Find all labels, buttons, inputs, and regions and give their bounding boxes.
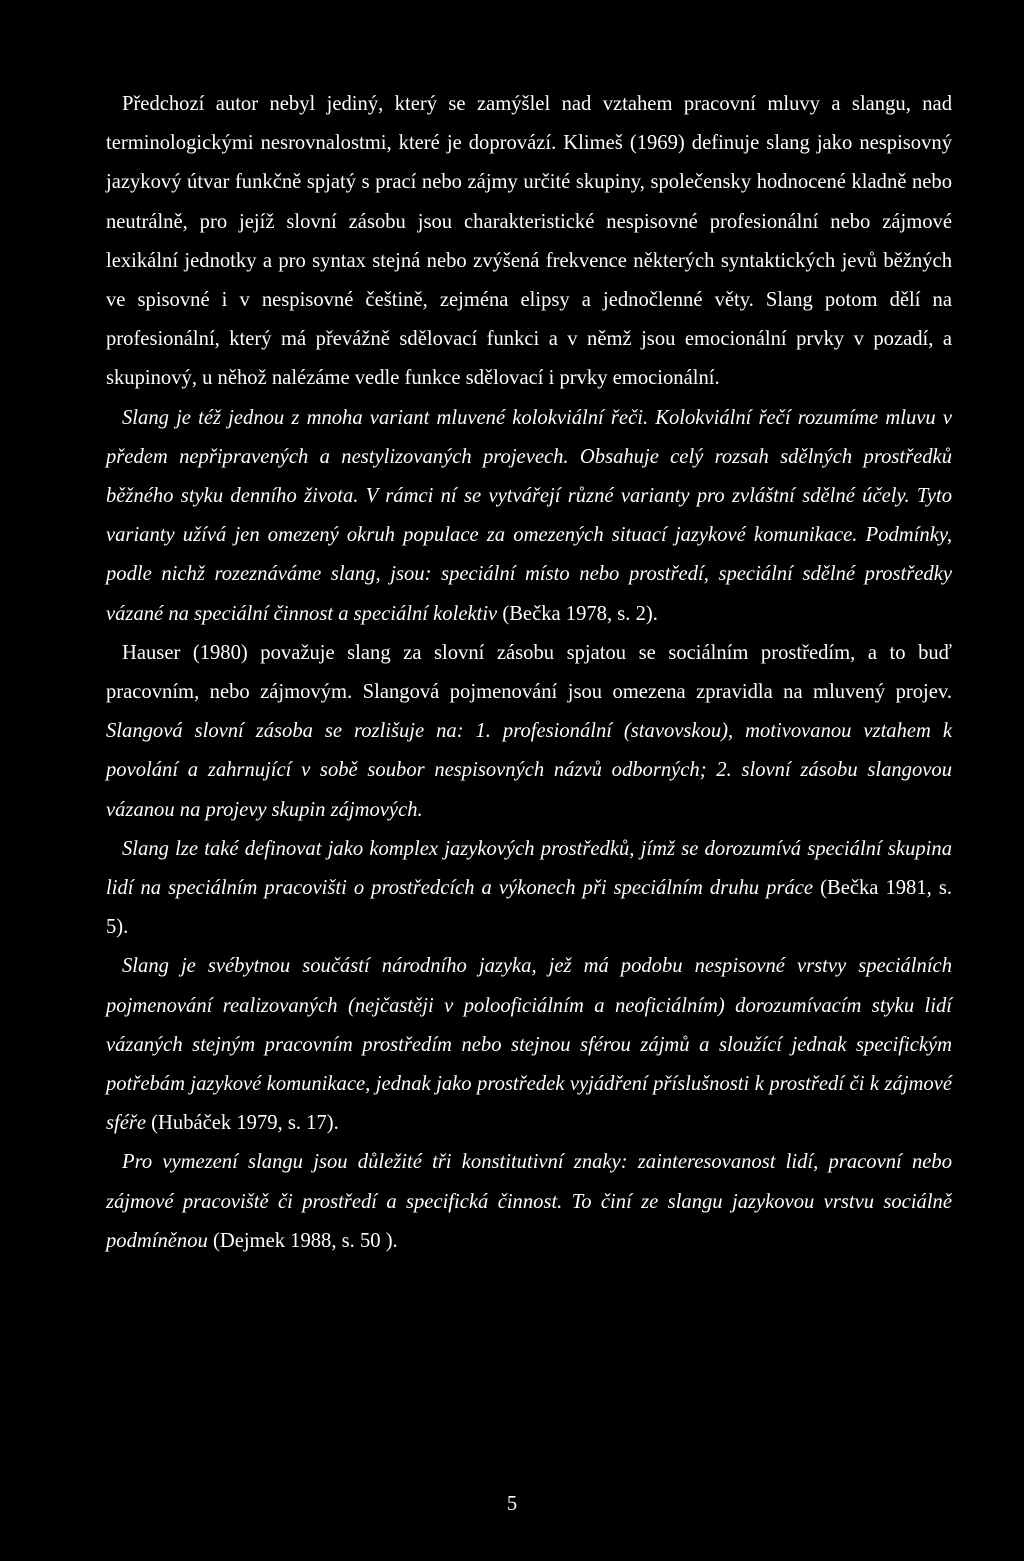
paragraph: [106, 1143, 952, 1261]
paragraph: [106, 830, 952, 948]
page-number: 5: [506, 1493, 518, 1515]
italic-run: Slang je svébytnou součástí národního jazyka, jež má podobu nespisovné vrstvy speciálních pojmenování realizovaných (nejčastěji v polooficiálním a neoficiálním) dorozumívacím styku lidí vázaných stejným pracovním prostředím nebo stejnou sférou zájmů a sloužící jednak specifickým potřebám jazykové komunikace, jednak jako prostředek vyjádření příslušnosti k prostředí či k zájmové sféře: [106, 955, 952, 1135]
italic-run: Slangová slovní zásoba se rozlišuje na: 1. profesionální (stavovskou), motivovanou vztahem k povolání a zahrnující v sobě soubor nespisovných názvů odborných; 2. slovní zásobu slangovou vázanou na projevy skupin zájmových.: [106, 720, 952, 821]
citation-run: (Dejmek 1988, s. 50 ).: [207, 1229, 398, 1252]
citation-run: (Bečka 1981, s. 5).: [106, 877, 953, 939]
text-run: Hauser (1980) považuje slang za slovní zásobu spjatou se sociálním prostředím, a to buď pracovním, nebo zájmovým. Slangová pojmenování jsou omezena zpravidla na mluvený projev.: [106, 641, 952, 704]
text-run: Předchozí autor nebyl jediný, který se zamýšlel nad vztahem pracovní mluvy a slangu, nad terminologickými nesrovnalostmi, které je doprovází. Klimeš (1969) definuje slang jako nespisovný jazykový útvar funkčně spjatý s prací nebo zájmy určité skupiny, společensky hodnocené kladně nebo neutrálně, pro jejíž slovní zásobu jsou charakteristické nespisovné profesionální nebo zájmové lexikální jednotky a pro syntax stejná nebo zvýšená frekvence některých syntaktických jevů běžných ve spisovné i v nespisovné češtině, zejména elipsy a jednočlenné věty. Slang potom dělí na profesionální, který má převážně sdělovací funkci a v němž jsou emocionální prvky v pozadí, a skupinový, u něhož nalézáme vedle funkce sdělovací i prvky emocionální.: [106, 93, 952, 390]
paragraph: [106, 634, 952, 830]
paragraph: [106, 399, 952, 634]
italic-run: Pro vymezení slangu jsou důležité tři konstitutivní znaky: zainteresovanost lidí, pracovní nebo zájmové pracoviště či prostředí a specifická činnost. To činí ze slangu jazykovou vrstvu sociálně podmíněnou: [106, 1151, 952, 1252]
paragraph: [106, 85, 952, 399]
body-text: [106, 85, 952, 1261]
citation-run: (Hubáček 1979, s. 17).: [146, 1112, 339, 1135]
italic-run: Slang lze také definovat jako komplex jazykových prostředků, jímž se dorozumívá speciální skupina lidí na speciálním pracovišti o prostředcích a výkonech při speciálním druhu práce: [106, 837, 952, 900]
citation-run: (Bečka 1978, s. 2).: [497, 602, 658, 625]
paragraph: [106, 947, 952, 1143]
italic-run: Slang je též jednou z mnoha variant mluvené kolokviální řeči. Kolokviální řečí rozumíme mluvu v předem nepřipravených a nestylizovaných projevech. Obsahuje celý rozsah sdělných prostředků běžného styku denního života. V rámci ní se vytvářejí různé varianty pro zvláštní sdělné účely. Tyto varianty užívá jen omezený okruh populace za omezených situací jazykové komunikace. Podmínky, podle nichž rozeznáváme slang, jsou: speciální místo nebo prostředí, speciální sdělné prostředky vázané na speciální činnost a speciální kolektiv: [106, 406, 952, 625]
